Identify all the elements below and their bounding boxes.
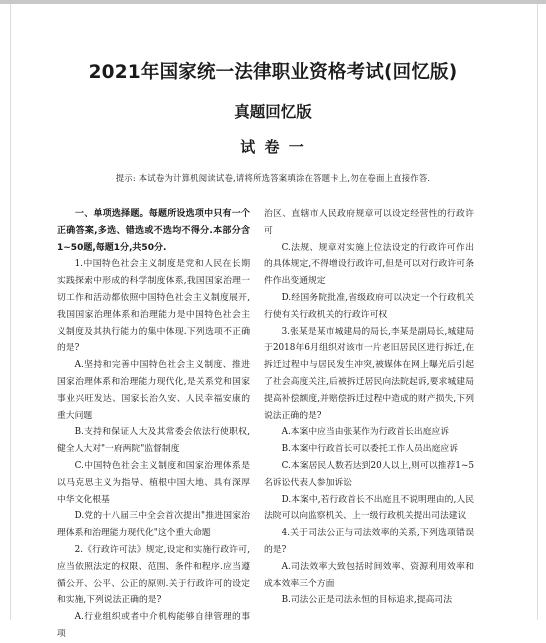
question-3-option-b: B.本案中行政首长可以委托工作人员出庭应诉	[281, 444, 458, 455]
page-title: 2021年国家统一法律职业资格考试(回忆版)	[88, 62, 458, 83]
question-1-stem: 1.中国特色社会主义制度是党和人民在长期实践探索中形成的科学制度体系,我国国家治理一切工作和活动都依照中国特色社会主义制度展开,我国国家治理体系和治理能力是中国特色社会主义制度及其执行能力的集中体现.下列选项不正确的是?	[57, 259, 250, 354]
question-1-option-d: D.党的十八届三中全会首次提出"推进国家治理体系和治理能力现代化"这个重大命题	[57, 511, 250, 539]
question-1-option-b: B.支持和保证人大及其常委会依法行使职权,健全人大对"一府两院"监督制度	[57, 427, 250, 455]
question-2-option-a: A.行业组织或者中介机构能够自律管理的事项	[57, 612, 250, 639]
section-heading-text: 一、单项选择题。每题所设选项中只有一个正确答案,多选、错选或不选均不得分.本部分含1~50题,每题1分,共50分.	[57, 209, 250, 253]
question-1-option-a: A.坚持和完善中国特色社会主义制度、推进国家治理体系和治理能力现代化,是关系党和国家事业兴旺发达、国家长治久安、人民幸福安康的重大问题	[57, 360, 250, 421]
question-3-option-d: D.本案中,若行政首长不出庭且不说明理由的,人民法院可以向监察机关、上一级行政机关提出司法建议	[264, 494, 474, 522]
section-heading	[57, 206, 250, 256]
question-3-option-a: A.本案中应当由张某作为行政首长出庭应诉	[281, 427, 450, 438]
question-1-option-c: C.中国特色社会主义制度和国家治理体系是以马克思主义为指导、植根中国大地、具有深厚中华文化根基	[57, 460, 250, 505]
page-subtitle: 真题回忆版	[234, 103, 312, 121]
right-column	[264, 206, 474, 609]
left-column	[57, 206, 250, 643]
question-2-option-c: C.法规、规章对实施上位法设定的行政许可作出的具体规定,不得增设行政许可,但是可以对行政许可条件作出变通规定	[264, 242, 474, 287]
question-4-option-b: B.司法公正是司法永恒的目标追求,提高司法	[281, 595, 452, 606]
exam-notice: 提示: 本试卷为计算机阅读试卷,请将所选答案填涂在答题卡上,勿在卷面上直接作答.	[115, 173, 431, 183]
question-4-option-a: A.司法效率大致包括时间效率、资源利用效率和成本效率三个方面	[264, 561, 474, 589]
question-4-stem: 4.关于司法公正与司法效率的关系,下列选项错误的是?	[264, 528, 474, 555]
question-2-option-d: D.经国务院批准,省级政府可以决定一个行政机关行使有关行政机关的行政许可权	[264, 292, 474, 320]
paper-name: 试 卷 一	[240, 138, 306, 156]
question-2-stem: 2.《行政许可法》规定,设定和实施行政许可,应当依照法定的权限、范围、条件和程序.应当遵循公开、公平、公正的原则.关于行政许可的设定和实施,下列说法正确的是?	[57, 544, 250, 606]
question-3-option-c: C.本案居民人数若达到20人以上,则可以推荐1~5名诉讼代表人参加诉讼	[264, 460, 474, 488]
question-3-stem: 3.张某是某市城建局的局长,李某是副局长,城建局于2018年6月组织对该市一片老旧居民区进行拆迁,在拆迁过程中与居民发生冲突,被媒体在网上曝光后引起了社会高度关注,后被拆迁居民向法院起诉,要求城建局提高补偿额度,并赔偿拆迁过程中造成的财产损失,下列说法正确的是?	[264, 326, 474, 421]
question-2-option-a-continued: 治区、直辖市人民政府规章可以设定经营性的行政许可	[264, 209, 474, 236]
